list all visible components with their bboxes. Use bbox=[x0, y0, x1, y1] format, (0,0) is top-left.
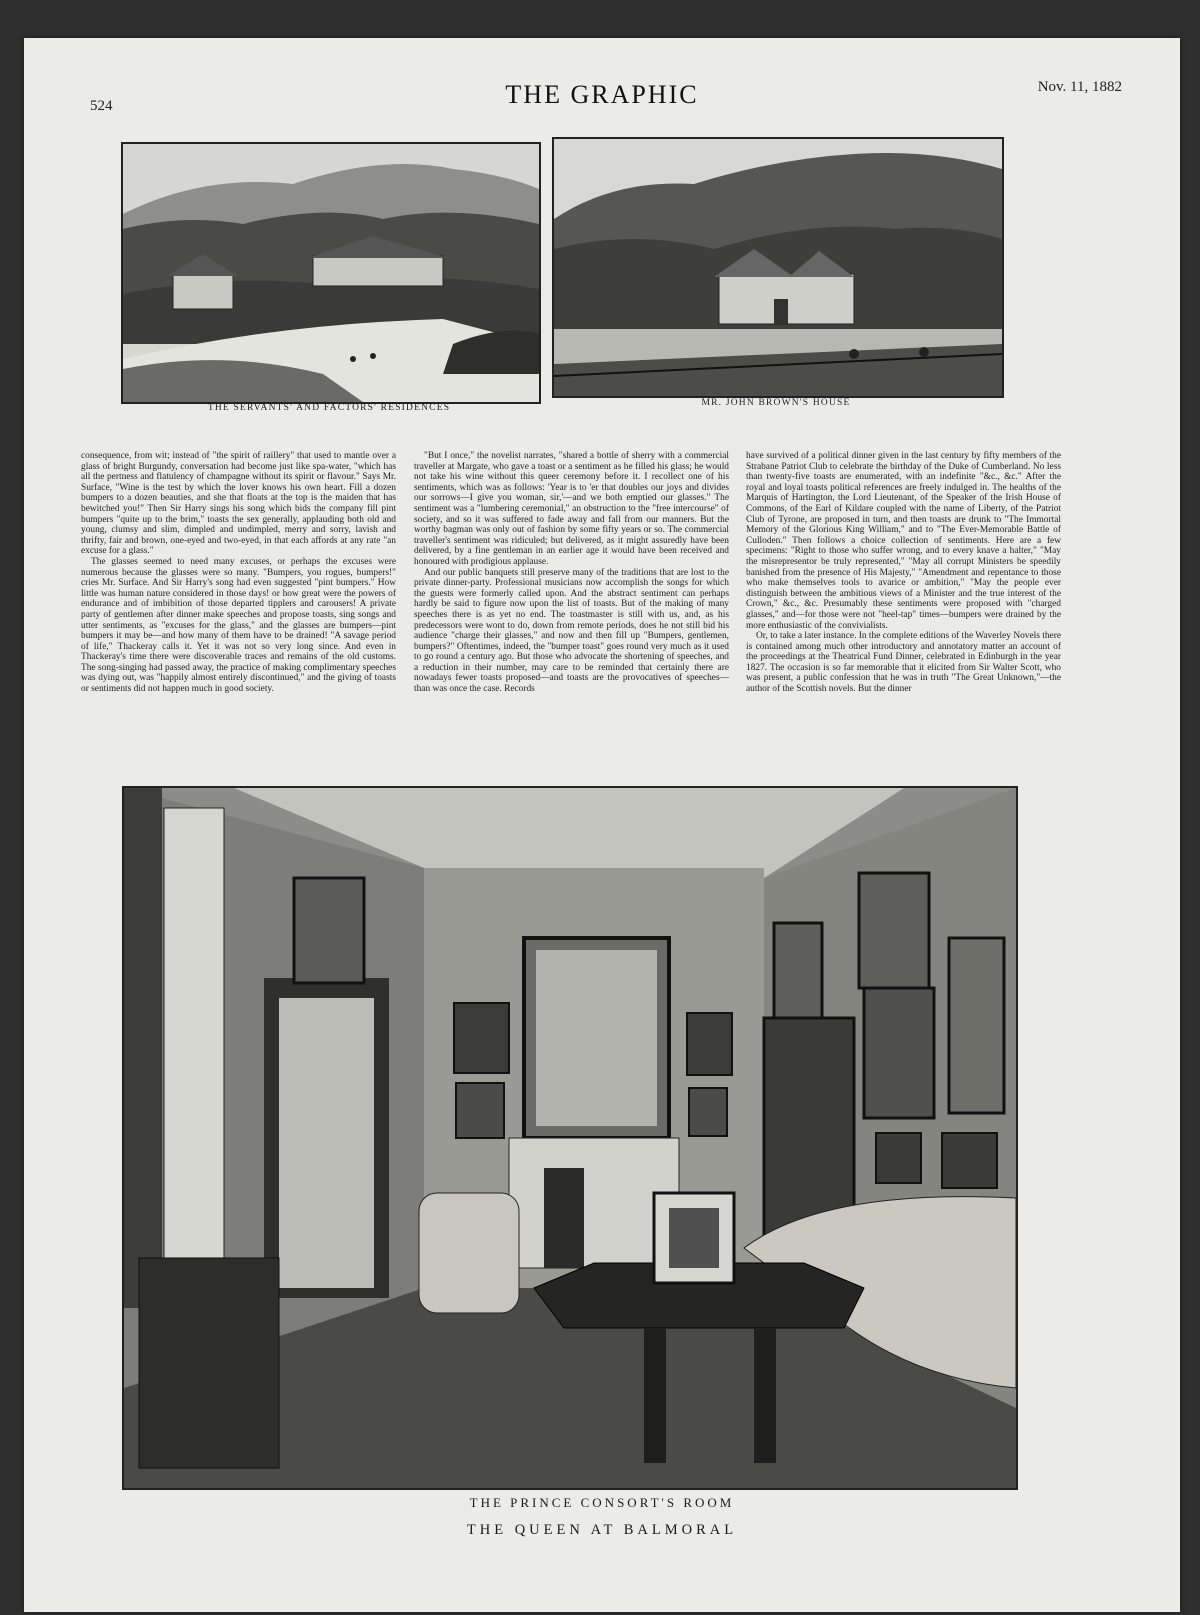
article-heading: THE QUEEN AT BALMORAL bbox=[466, 1522, 738, 1538]
prince-consorts-room-engraving bbox=[122, 786, 1018, 1490]
article-column-1 bbox=[81, 451, 396, 695]
newspaper-page bbox=[24, 38, 1180, 1612]
paragraph: consequence, from wit; instead of "the spirit of raillery" that used to mantle over a glass of bright Burgundy, conversation had become just like spa-water, "which has all the pertness and flatulency of champagne without its spirit or flavour." Says Mr. Surface, "Wine is the test by which the lover knows his own heart. Fill a dozen bumpers to a dozen beauties, and she that floats at the top is the maiden that has bewitched you!" Then Sir Harry sings his song which bids the company fill pint bumpers "quite up to the brim," toasts the sex generally, applauding both old and young, clumsy and slim, dimpled and undimpled, merry and sorry, lavish and thrifty, fair and brown, one-eyed and two-eyed, in that each affords at any rate "an excuse for a glass." bbox=[81, 451, 396, 557]
article-body bbox=[81, 451, 1081, 751]
john-browns-house-engraving bbox=[552, 137, 1004, 398]
paragraph: "But I once," the novelist narrates, "shared a bottle of sherry with a commercial traveller at Margate, who gave a toast or a sentiment as he filled his glass; he would not take his wine without this queer ceremony before it. I recollect one of his sentiments, which was as follows: 'Year is to 'er that doubles our joys and divides our sorrows—I give you woman, sir,'—and we both emptied our glasses." The sentiment was a "lumbering ceremonial," an obstruction to the "free intercourse" of society, and so it was suffered to fade away and fall from our manners. But the worthy bagman was only out of fashion by some fifty years or so. The commercial traveller's sentiment was ridiculed; but delivered, as it might assuredly have been delivered, by a fine gentleman in an earlier age it would have been received and honoured with prodigious applause. bbox=[414, 451, 729, 567]
issue-date: Nov. 11, 1882 bbox=[1037, 79, 1122, 95]
paragraph: And our public banquets still preserve many of the traditions that are lost to the private dinner-party. Professional musicians now accomplish the songs for which the guests were formerly called upon. And the abstract sentiment can perhaps hardly be said to figure now upon the list of toasts. But of the making of many speeches there is as yet no end. The toastmaster is still with us, and, as his predecessors were wont to do, down from remote periods, does he not still bid his audience "charge their glasses," and now and then fill up "Bumpers, gentlemen, bumpers?" Oftentimes, indeed, the "bumper toast" goes round very much as it used to go round a century ago. But those who advocate the shortening of speeches, and a reduction in their number, may care to be reminded that certainly there are nowadays fewer toasts proposed—and toasts are the provocatives of speeches—than was once the case. Records bbox=[414, 567, 729, 695]
left-engraving-caption: THE SERVANTS' AND FACTORS' RESIDENCES bbox=[207, 403, 451, 413]
paragraph: The glasses seemed to need many excuses, or perhaps the excuses were numerous because the glasses were so many. "Bumpers, you rogues, bumpers!" cries Mr. Surface. And Sir Harry's song had even suggested "pint bumpers." How little was human nature considered in those days! or how great were the powers of endurance and of imbibition of those departed tipplers and carousers! A private party of gentlemen after dinner make speeches and propose toasts, sing songs and utter sentiments, as "excuses for the glass," and the glasses are bumpers—pint bumpers it may be—and how many of them have to be drained! "A savage period of life," Thackeray calls it. Yet it was not so very long since. And even in Thackeray's time there were discoverable traces and remains of the old customs. The song-singing had passed away, the practice of making complimentary speeches was dying out, was "happily almost entirely discontinued," and the giving of toasts or sentiments did not happen much in good society. bbox=[81, 556, 396, 695]
page-number: 524 bbox=[90, 98, 113, 114]
servants-residences-engraving bbox=[121, 142, 541, 404]
masthead-title: THE GRAPHIC bbox=[505, 80, 699, 109]
article-column-2 bbox=[414, 451, 729, 695]
right-engraving-caption: MR. JOHN BROWN'S HOUSE bbox=[701, 398, 851, 408]
article-column-3 bbox=[746, 451, 1061, 695]
room-caption: THE PRINCE CONSORT'S ROOM bbox=[469, 1495, 735, 1510]
paragraph: have survived of a political dinner given in the last century by fifty members of the Strabane Patriot Club to celebrate the birthday of the Duke of Cumberland. No less than twenty-five toasts are enumerated, with an indefinite "&c., &c." After the royal and loyal toasts political references are freely indulged in. The healths of the Marquis of Hartington, the Lord Lieutenant, of the Speaker of the Irish House of Commons, of the Earl of Kildare coupled with the name of Liberty, of the Patriot Club of Tyrone, are proposed in turn, and then toasts are drunk to "The Immortal Memory of the Glorious King William," and to "The Ever-Memorable Battle of Culloden." Then follows a choice collection of sentiments. Here are a few specimens: "Right to those who suffer wrong, and to every knave a halter," "May the misrepresentor be truly represented," "May all corrupt Ministers be speedily banished from the presence of His Majesty," "Amendment and repentance to those who make themselves tools to avarice or ambition," "May the people ever distinguish between the ambitious views of a Minister and the true interest of the Crown," &c., &c. Presumably these sentiments were proposed with "charged glasses," and—for those were not "heel-tap" times—bumpers were drained by the more enthusiastic of the convivialists. bbox=[746, 451, 1061, 631]
paragraph: Or, to take a later instance. In the complete editions of the Waverley Novels there is contained among much other introductory and annotatory matter an account of the proceedings at the Theatrical Fund Dinner, celebrated in Edinburgh in the year 1827. The occasion is so far memorable that it elicited from Sir Walter Scott, who was present, a public confession that he was in truth "The Great Unknown,"—the author of the Scottish novels. But the dinner bbox=[746, 631, 1061, 695]
